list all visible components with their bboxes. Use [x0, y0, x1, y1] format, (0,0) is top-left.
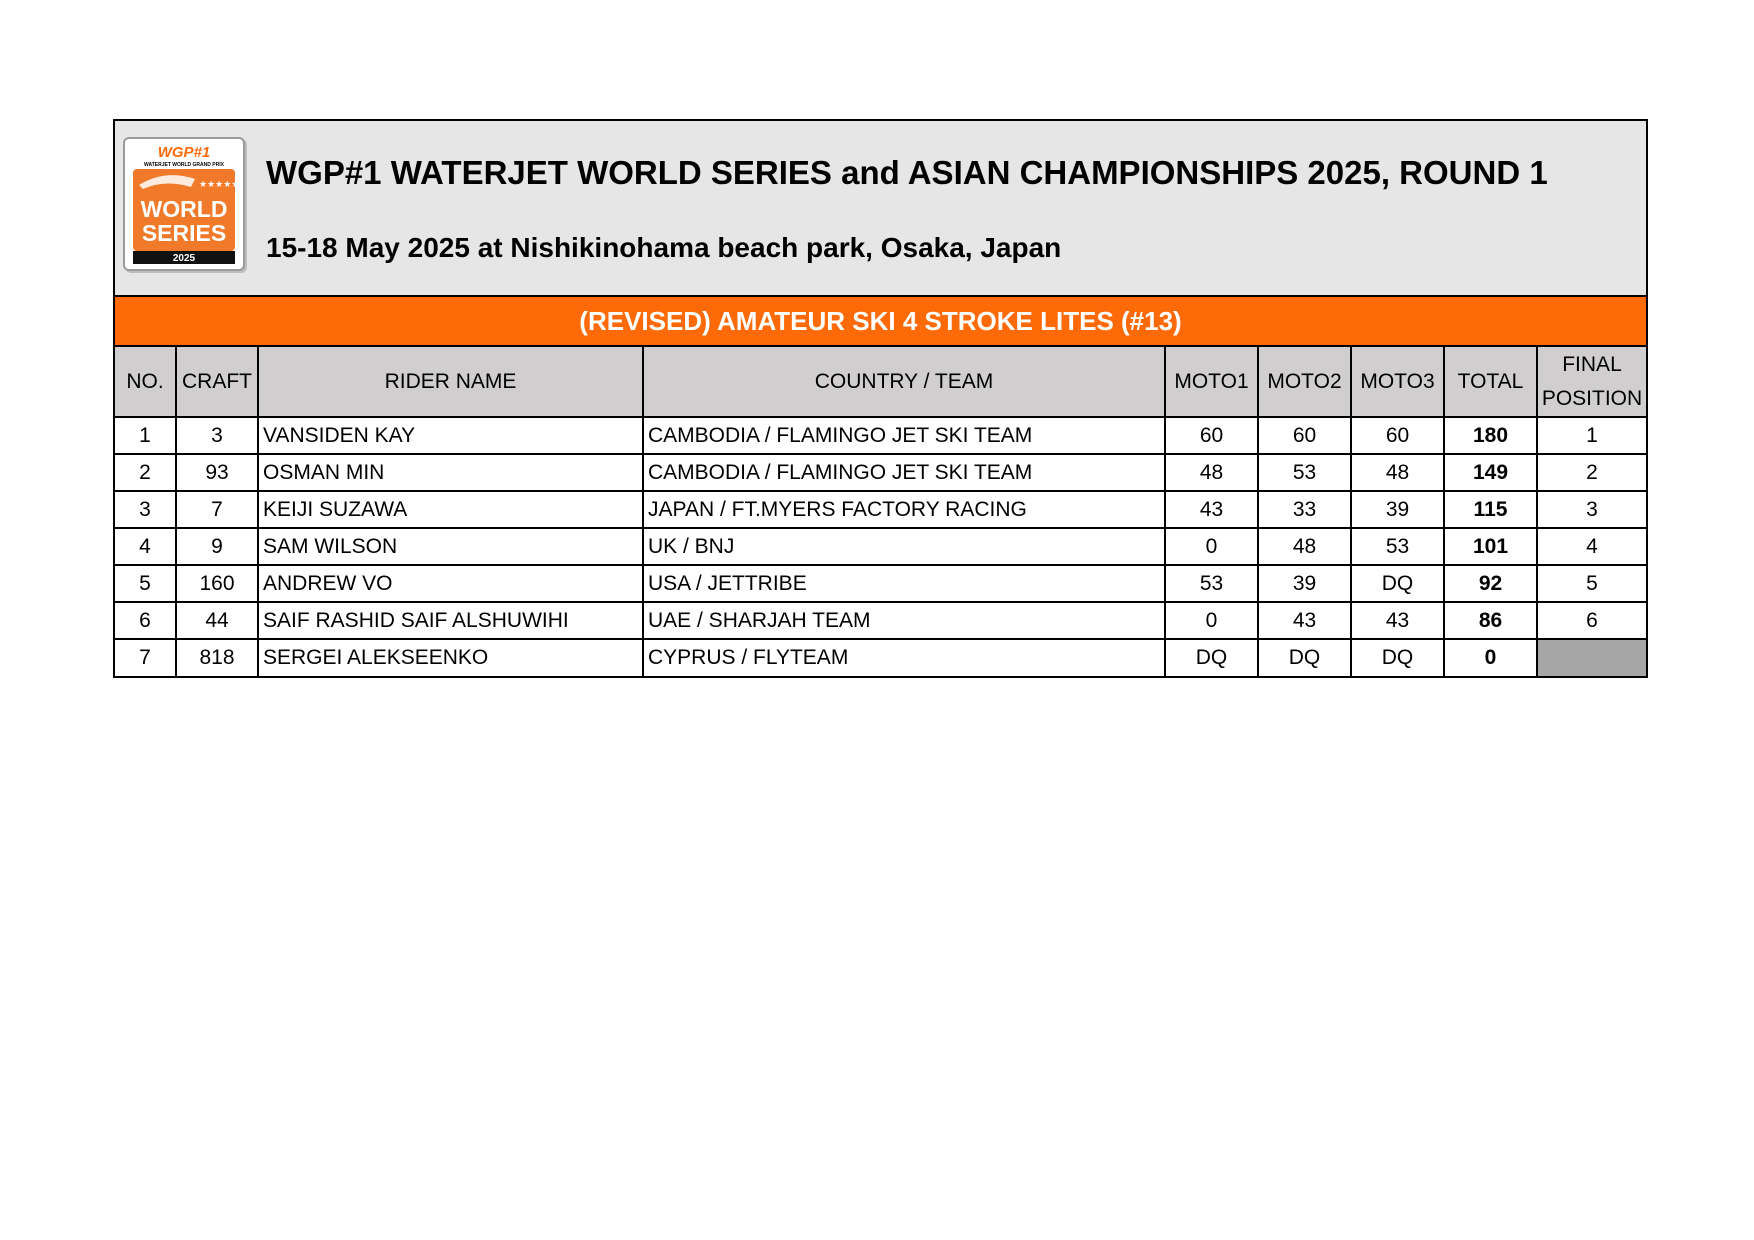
- cell-moto2: 53: [1258, 454, 1351, 491]
- cell-no: 4: [115, 528, 176, 565]
- svg-text:★★★★★: ★★★★★: [199, 179, 240, 189]
- cell-rider: VANSIDEN KAY: [258, 417, 643, 454]
- cell-no: 3: [115, 491, 176, 528]
- cell-country: CAMBODIA / FLAMINGO JET SKI TEAM: [643, 417, 1165, 454]
- cell-moto1: 60: [1165, 417, 1258, 454]
- cell-country: CAMBODIA / FLAMINGO JET SKI TEAM: [643, 454, 1165, 491]
- cell-moto3: 39: [1351, 491, 1444, 528]
- cell-country: UK / BNJ: [643, 528, 1165, 565]
- cell-country: UAE / SHARJAH TEAM: [643, 602, 1165, 639]
- cell-no: 5: [115, 565, 176, 602]
- cell-rider: ANDREW VO: [258, 565, 643, 602]
- cell-final: 2: [1537, 454, 1646, 491]
- event-header: [115, 121, 1646, 297]
- cell-country: CYPRUS / FLYTEAM: [643, 639, 1165, 676]
- table-row: [115, 417, 1646, 454]
- col-rider-name: RIDER NAME: [258, 347, 643, 417]
- col-total: TOTAL: [1444, 347, 1537, 417]
- cell-moto2: 33: [1258, 491, 1351, 528]
- col-moto3: MOTO3: [1351, 347, 1444, 417]
- cell-moto2: DQ: [1258, 639, 1351, 676]
- cell-craft: 818: [176, 639, 258, 676]
- category-title: (REVISED) AMATEUR SKI 4 STROKE LITES (#13): [115, 297, 1646, 347]
- table-row: [115, 528, 1646, 565]
- wgp-logo-icon: [125, 139, 243, 269]
- cell-craft: 3: [176, 417, 258, 454]
- cell-final: 1: [1537, 417, 1646, 454]
- cell-total: 180: [1444, 417, 1537, 454]
- cell-craft: 9: [176, 528, 258, 565]
- cell-moto1: DQ: [1165, 639, 1258, 676]
- cell-moto3: 48: [1351, 454, 1444, 491]
- col-country-team: COUNTRY / TEAM: [643, 347, 1165, 417]
- cell-craft: 7: [176, 491, 258, 528]
- cell-craft: 160: [176, 565, 258, 602]
- table-row: [115, 639, 1646, 676]
- col-no: NO.: [115, 347, 176, 417]
- logo-top-text: WGP#1: [157, 144, 211, 161]
- cell-moto2: 60: [1258, 417, 1351, 454]
- column-header-row: [115, 347, 1646, 417]
- col-craft: CRAFT: [176, 347, 258, 417]
- col-moto1: MOTO1: [1165, 347, 1258, 417]
- cell-rider: OSMAN MIN: [258, 454, 643, 491]
- cell-moto2: 43: [1258, 602, 1351, 639]
- table-row: [115, 565, 1646, 602]
- cell-no: 1: [115, 417, 176, 454]
- cell-moto1: 0: [1165, 528, 1258, 565]
- wgp-world-series-logo: [123, 137, 245, 271]
- event-date-venue: 15-18 May 2025 at Nishikinohama beach park, Osaka, Japan: [266, 232, 1062, 263]
- col-moto2: MOTO2: [1258, 347, 1351, 417]
- table-row: [115, 454, 1646, 491]
- cell-total: 101: [1444, 528, 1537, 565]
- cell-final-empty: [1537, 639, 1646, 676]
- col-final-position: [1537, 347, 1646, 417]
- logo-year: 2025: [172, 253, 196, 264]
- cell-moto1: 43: [1165, 491, 1258, 528]
- table-row: [115, 602, 1646, 639]
- cell-no: 2: [115, 454, 176, 491]
- cell-moto1: 48: [1165, 454, 1258, 491]
- cell-total: 149: [1444, 454, 1537, 491]
- cell-moto3: 43: [1351, 602, 1444, 639]
- cell-country: USA / JETTRIBE: [643, 565, 1165, 602]
- col-final-line2: POSITION: [1541, 386, 1643, 410]
- cell-total: 115: [1444, 491, 1537, 528]
- logo-line2: SERIES: [141, 220, 227, 246]
- cell-rider: SAM WILSON: [258, 528, 643, 565]
- col-final-line1: FINAL: [1562, 352, 1622, 376]
- cell-moto3: 60: [1351, 417, 1444, 454]
- cell-country: JAPAN / FT.MYERS FACTORY RACING: [643, 491, 1165, 528]
- logo-tagline: WATERJET WORLD GRAND PRIX: [144, 162, 224, 168]
- cell-moto3: DQ: [1351, 639, 1444, 676]
- cell-total: 86: [1444, 602, 1537, 639]
- cell-final: 3: [1537, 491, 1646, 528]
- cell-total: 0: [1444, 639, 1537, 676]
- cell-final: 6: [1537, 602, 1646, 639]
- cell-no: 6: [115, 602, 176, 639]
- cell-no: 7: [115, 639, 176, 676]
- cell-craft: 44: [176, 602, 258, 639]
- cell-moto2: 48: [1258, 528, 1351, 565]
- cell-total: 92: [1444, 565, 1537, 602]
- cell-rider: SERGEI ALEKSEENKO: [258, 639, 643, 676]
- cell-final: 4: [1537, 528, 1646, 565]
- results-sheet: [113, 119, 1648, 678]
- logo-line1: WORLD: [140, 196, 228, 222]
- table-row: [115, 491, 1646, 528]
- cell-rider: KEIJI SUZAWA: [258, 491, 643, 528]
- cell-moto3: 53: [1351, 528, 1444, 565]
- cell-final: 5: [1537, 565, 1646, 602]
- cell-moto2: 39: [1258, 565, 1351, 602]
- cell-moto3: DQ: [1351, 565, 1444, 602]
- event-title: WGP#1 WATERJET WORLD SERIES and ASIAN CHAMPIONSHIPS 2025, ROUND 1: [266, 154, 1548, 191]
- cell-craft: 93: [176, 454, 258, 491]
- cell-moto1: 0: [1165, 602, 1258, 639]
- results-table: [115, 347, 1646, 676]
- cell-moto1: 53: [1165, 565, 1258, 602]
- cell-rider: SAIF RASHID SAIF ALSHUWIHI: [258, 602, 643, 639]
